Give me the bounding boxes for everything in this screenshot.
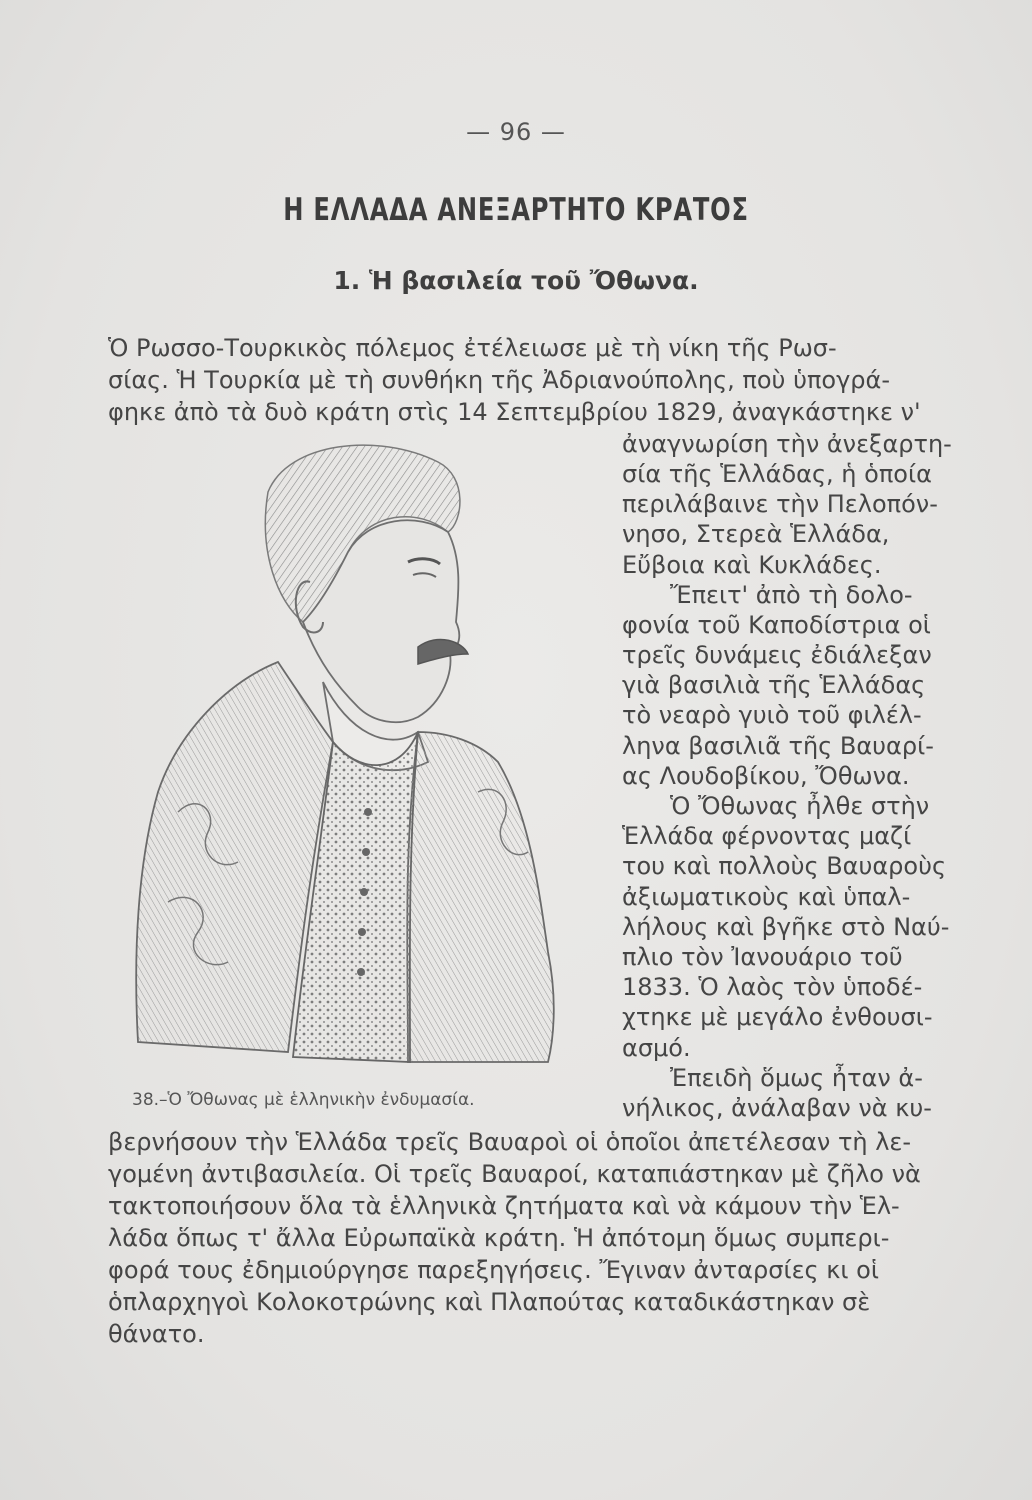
chapter-title: Η ΕΛΛΑΔΑ ΑΝΕΞΑΡΤΗΤΟ ΚΡΑΤΟΣ (283, 192, 749, 228)
text-line: βερνήσουν τὴν Ἑλλάδα τρεῖς Βαυαροὶ οἱ ὁποῖοι ἀπετέλεσαν τὴ λε- (108, 1128, 912, 1156)
text-line: τακτοποιήσουν ὅλα τὰ ἑλληνικὰ ζητήματα καὶ νὰ κάμουν τὴν Ἑλ- (108, 1192, 900, 1220)
column-line: πλιο τὸν Ἰανουάριο τοῦ (622, 943, 903, 971)
column-line: Ἔπειτ' ἀπὸ τὴ δολο- (670, 581, 913, 609)
column-line: σία τῆς Ἑλλάδας, ἡ ὁποία (622, 460, 932, 488)
column-line: 1833. Ὁ λαὸς τὸν ὑποδέ- (622, 973, 923, 1001)
text-line: σίας. Ἡ Τουρκία μὲ τὴ συνθήκη τῆς Ἀδριανούπολης, ποὺ ὑπογρά- (108, 366, 891, 394)
column-line: Ἐπειδὴ ὅμως ἦταν ἀ- (670, 1064, 923, 1092)
figure-caption: 38.–Ὁ Ὄθωνας μὲ ἑλληνικὴν ἐνδυμασία. (132, 1090, 475, 1110)
column-line: λήλους καὶ βγῆκε στὸ Ναύ- (622, 913, 950, 941)
column-line: Ἑλλάδα φέρνοντας μαζί (622, 822, 912, 850)
section-heading: 1. Ἡ βασιλεία τοῦ Ὄθωνα. (333, 266, 699, 295)
page-number: — 96 — (466, 118, 566, 146)
column-line: τρεῖς δυνάμεις ἐδιάλεξαν (622, 641, 932, 669)
column-line: ας Λουδοβίκου, Ὄθωνα. (622, 762, 910, 790)
column-line: του καὶ πολλοὺς Βαυαροὺς (622, 852, 947, 880)
column-line: Ὁ Ὄθωνας ἦλθε στὴν (670, 792, 930, 820)
column-line: νήλικος, ἀνάλαβαν νὰ κυ- (622, 1094, 932, 1122)
text-line: θάνατο. (108, 1320, 205, 1348)
portrait-engraving (118, 432, 618, 1072)
column-line: ἀξιωματικοὺς καὶ ὑπαλ- (622, 883, 911, 911)
column-line: χτηκε μὲ μεγάλο ἐνθουσι- (622, 1003, 933, 1031)
column-line: ασμό. (622, 1034, 691, 1062)
text-line: ὁπλαρχηγοὶ Κολοκοτρώνης καὶ Πλαπούτας καταδικάστηκαν σὲ (108, 1288, 871, 1316)
column-line: ληνα βασιλιᾶ τῆς Βαυαρί- (622, 732, 934, 760)
column-line: Εὔβοια καὶ Κυκλάδες. (622, 551, 882, 579)
column-line: γιὰ βασιλιὰ τῆς Ἑλλάδας (622, 671, 926, 699)
text-line: φηκε ἀπὸ τὰ δυὸ κράτη στὶς 14 Σεπτεμβρίου 1829, ἀναγκάστηκε ν' (108, 398, 921, 426)
column-line: ἀναγνωρίση τὴν ἀνεξαρτη- (622, 430, 952, 458)
text-line: λάδα ὅπως τ' ἄλλα Εὐρωπαϊκὰ κράτη. Ἡ ἀπότομη ὅμως συμπερι- (108, 1224, 890, 1252)
text-line: Ὁ Ρωσσο-Τουρκικὸς πόλεμος ἐτέλειωσε μὲ τὴ νίκη τῆς Ρωσ- (108, 334, 837, 362)
text-line: γομένη ἀντιβασιλεία. Οἱ τρεῖς Βαυαροί, καταπιάστηκαν μὲ ζῆλο νὰ (108, 1160, 921, 1188)
text-line: φορά τους ἐδημιούργησε παρεξηγήσεις. Ἔγιναν ἀνταρσίες κι οἱ (108, 1256, 879, 1284)
column-line: περιλάβαινε τὴν Πελοπόν- (622, 490, 938, 518)
column-line: τὸ νεαρὸ γυιὸ τοῦ φιλέλ- (622, 701, 922, 729)
column-line: νησο, Στερεὰ Ἑλλάδα, (622, 520, 890, 548)
column-line: φονία τοῦ Καποδίστρια οἱ (622, 611, 931, 639)
